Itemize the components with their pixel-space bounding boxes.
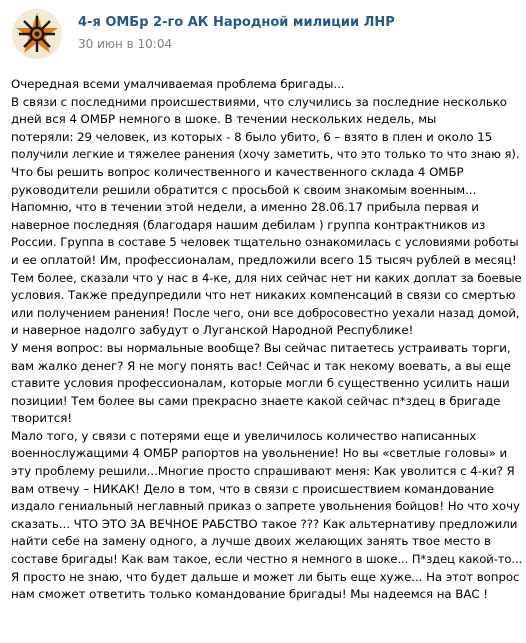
post-line: условия. Также предупредили что нет никаких компенсаций в связи со смертью — [11, 288, 516, 303]
post-line: получили легкие и тяжелее ранения (хочу заметить, что это только то что знаю я). — [11, 147, 520, 162]
post-line: Что бы решить вопрос количественного и качественного склада 4 ОМБР — [11, 164, 464, 179]
post-line: или получением ранения! После чего, они все добросовестно уехали назад домой, — [11, 305, 520, 320]
post-header — [0, 0, 526, 62]
community-avatar[interactable] — [12, 9, 62, 59]
post-line: Тем более, сказали что у нас в 4-ке, для них сейчас нет ни каких доплат за боевые — [11, 270, 522, 285]
post-text — [11, 76, 522, 604]
post-line: России. Группа в составе 5 человек тщательно ознакомилась с условиями роботы — [11, 235, 519, 250]
post-line: позиции! Тем более вы сами прекрасно знаете какой сейчас п*здец в бригаде — [11, 393, 501, 408]
post-line: руководители решили обратится с просьбой к своим знакомым военным... — [11, 182, 477, 197]
post-line: и ее оплатой! Им, профессионалам, предложили всего 15 тысяч рублей в месяц! — [11, 252, 517, 267]
post-line: Напомню, что в течении этой недели, а именно 28.06.17 прибыла первая и — [11, 200, 479, 215]
post-line: вам отвечу – НИКАК! Дело в том, что в связи с происшествием командование — [11, 481, 494, 496]
post-line: найти себе на замену одного, а лучше двоих желающих занять твое место в — [11, 534, 491, 549]
post-date[interactable]: 30 июн в 10:04 — [78, 37, 173, 51]
post-line: нам сможет ответить только командование бригады! Мы надеемся на ВАС ! — [11, 587, 488, 602]
post-line: издало гениальный неглавный приказ о запрете увольнения бойцов! Но что хочу — [11, 499, 520, 514]
post-line: ставите условия профессионалам, которые могли б существенно усилить наши — [11, 376, 510, 391]
post-line: В связи с последними происшествиями, что случились за последние несколько — [11, 94, 507, 109]
post-line: и наверное надолго забудут о Луганской Народной Республике! — [11, 323, 414, 338]
post-line: военнослужащими 4 ОМБР рапортов на увольнение! Но вы «светлые головы» и — [11, 446, 508, 461]
author-name-link[interactable]: 4-я ОМБр 2-го АК Народной милиции ЛНР — [78, 15, 395, 30]
post-line: Мало того, у связи с потерями еще и увеличилось количество написанных — [11, 428, 477, 443]
post-line: сказать... ЧТО ЭТО ЗА ВЕЧНОЕ РАБСТВО такое ??? Как альтернативу предложили — [11, 516, 518, 531]
post-line: У меня вопрос: вы нормальные вообще? Вы сейчас питаетесь устраивать торги, — [11, 340, 511, 355]
brigade-emblem-icon — [12, 9, 62, 59]
post-line: вам жалко денег? Я не могу понять вас! Сейчас и так некому воевать, а вы еще — [11, 358, 511, 373]
post-line: Я просто не знаю, что будет дальше и может ли быть еще хуже... На этот вопрос — [11, 569, 520, 584]
post-line: Очередная всеми умалчиваемая проблема бригады... — [11, 77, 345, 91]
post-line: потеряли: 29 человек, из которых - 8 было убито, 6 – взято в плен и около 15 — [11, 129, 493, 144]
post-line: эту проблему решили...Многие просто спрашивают меня: Как уволится с 4-ки? Я — [11, 464, 515, 479]
post-line: наверное последняя (благодаря нашим дебилам ) группа контрактников из — [11, 217, 486, 232]
post-line: творится! — [11, 411, 72, 426]
post-line: составе бригады! Как вам такое, если честно я немного в шоке... П*здец какой-то... — [11, 552, 523, 567]
post-line: дней вся 4 ОМБР немного в шоке. В течении нескольких недель, мы — [11, 112, 437, 127]
